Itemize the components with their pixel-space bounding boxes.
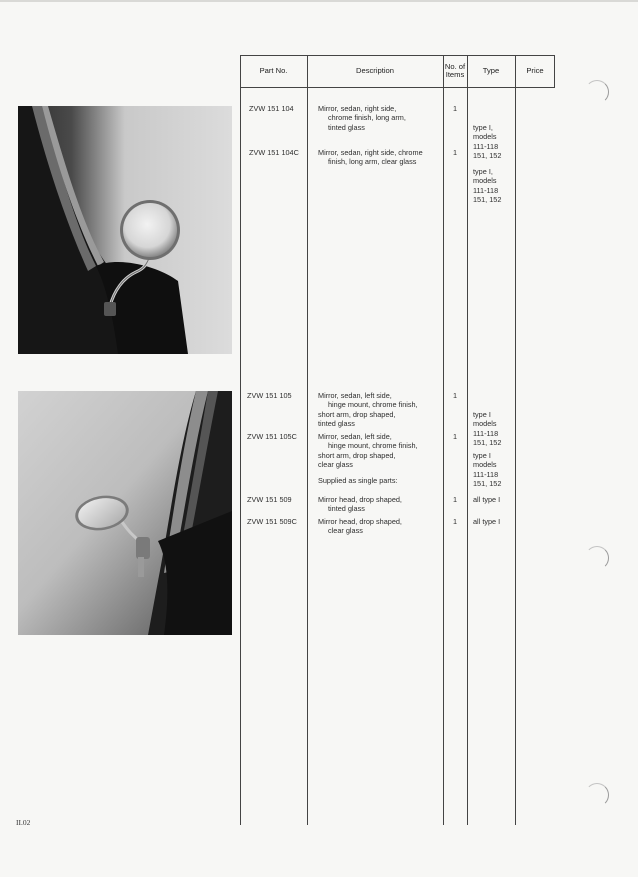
- item-count: 1: [452, 517, 458, 526]
- header-part-no: Part No.: [259, 65, 288, 75]
- item-count: 1: [452, 104, 458, 113]
- item-count: 1: [452, 432, 458, 441]
- vehicle-type: type I, models 111-118 151, 152: [473, 122, 502, 161]
- description: Mirror, sedan, left side, hinge mount, chrome finish, short arm, drop shaped, clear glass: [318, 432, 418, 470]
- single-parts-note: Supplied as single parts:: [318, 476, 398, 485]
- round-mirror-image: [18, 106, 232, 354]
- header-type: Type: [482, 65, 500, 75]
- vehicle-type: type I models 111-118 151, 152: [473, 409, 502, 448]
- punch-hole-icon: [585, 546, 609, 570]
- punch-hole-icon: [585, 783, 609, 807]
- part-number: ZVW 151 104: [249, 104, 294, 113]
- vehicle-type: type I models 111-118 151, 152: [473, 450, 502, 489]
- vehicle-type: type I, models 111-118 151, 152: [473, 166, 502, 205]
- punch-hole-icon: [585, 80, 609, 104]
- parts-table: [240, 55, 555, 825]
- vehicle-type: all type I: [473, 495, 501, 504]
- header-no-of-items: No. of Items: [444, 61, 466, 79]
- part-number: ZVW 151 105: [247, 391, 292, 400]
- description: Mirror head, drop shaped, tinted glass: [318, 495, 402, 514]
- part-number: ZVW 151 509C: [247, 517, 297, 526]
- vehicle-type: all type I: [473, 517, 501, 526]
- description: Mirror, sedan, left side, hinge mount, chrome finish, short arm, drop shaped, tinted glass: [318, 391, 418, 429]
- drop-mirror-image: [18, 391, 232, 635]
- part-number: ZVW 151 509: [247, 495, 292, 504]
- header-price: Price: [526, 65, 544, 75]
- page-number: II.02: [16, 818, 31, 827]
- page-edge: [0, 0, 638, 2]
- part-number: ZVW 151 105C: [247, 432, 297, 441]
- mirror-photo-left-side: [18, 391, 232, 635]
- mirror-photo-right-side: [18, 106, 232, 354]
- description: Mirror head, drop shaped, clear glass: [318, 517, 402, 536]
- item-count: 1: [452, 495, 458, 504]
- header-description: Description: [356, 65, 394, 75]
- description: Mirror, sedan, right side, chrome finish, long arm, tinted glass: [318, 104, 406, 132]
- item-count: 1: [452, 391, 458, 400]
- part-number: ZVW 151 104C: [249, 148, 299, 157]
- description: Mirror, sedan, right side, chrome finish, long arm, clear glass: [318, 148, 423, 167]
- item-count: 1: [452, 148, 458, 157]
